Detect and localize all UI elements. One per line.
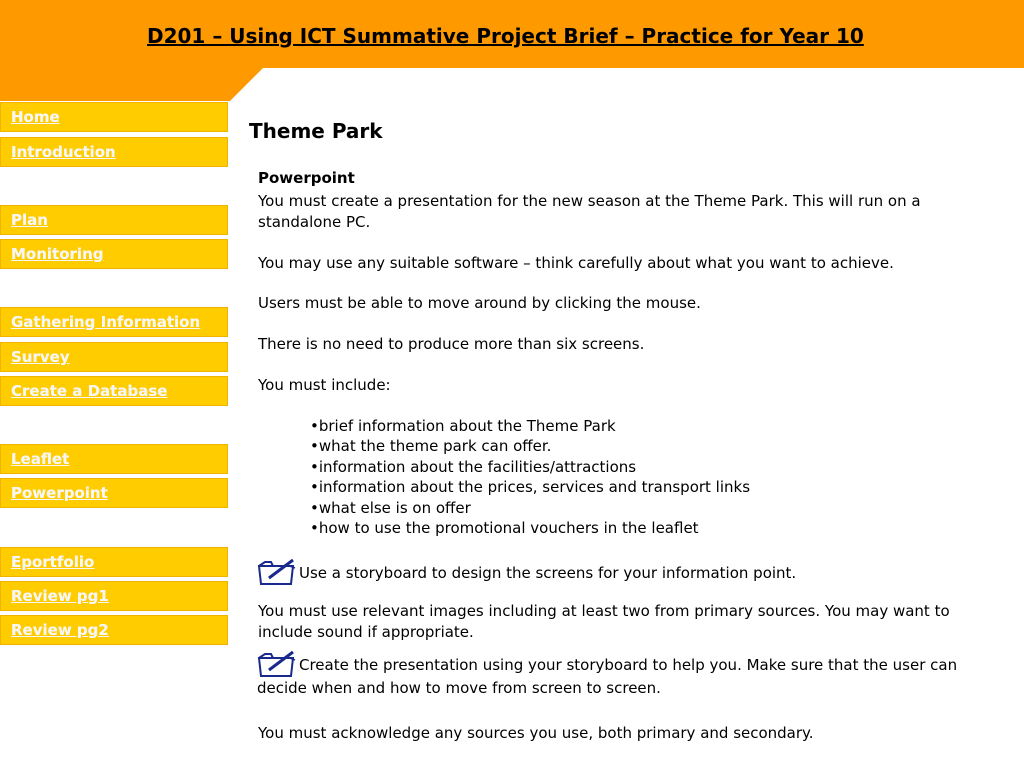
nav-link-review-pg1[interactable]: Review pg1 [0, 581, 228, 611]
task-create-presentation [257, 648, 969, 699]
list-item: •how to use the promotional vouchers in the leaflet [310, 519, 699, 538]
task-storyboard-text: Use a storyboard to design the screens for your information point. [299, 564, 797, 582]
requirements-list [310, 416, 750, 538]
paragraph-screens: There is no need to produce more than six screens. [258, 335, 645, 353]
nav-link-review-pg2[interactable]: Review pg2 [0, 615, 228, 645]
folder-pencil-icon [257, 648, 297, 678]
nav-link-introduction[interactable]: Introduction [0, 137, 228, 167]
paragraph-include: You must include: [258, 376, 391, 394]
paragraph-navigation: Users must be able to move around by clicking the mouse. [258, 294, 701, 312]
list-item: •what else is on offer [310, 498, 471, 517]
header-band [0, 68, 230, 101]
paragraph-sources: You must acknowledge any sources you use, both primary and secondary. [258, 724, 814, 742]
list-item: •brief information about the Theme Park [310, 417, 616, 435]
nav-link-home[interactable]: Home [0, 102, 228, 132]
nav-link-gathering-information[interactable]: Gathering Information [0, 307, 228, 337]
header-bar [0, 0, 1024, 68]
list-item: •information about the prices, services and transport links [310, 478, 751, 497]
section-subtitle: Powerpoint [258, 169, 355, 187]
nav-link-plan[interactable]: Plan [0, 205, 228, 235]
header-band-corner [230, 68, 263, 101]
nav-link-powerpoint[interactable]: Powerpoint [0, 478, 228, 508]
paragraph-software: You may use any suitable software – think carefully about what you want to achieve. [258, 254, 894, 272]
nav-link-create-database[interactable]: Create a Database [0, 376, 228, 406]
paragraph-images: You must use relevant images including at least two from primary sources. You may want to include sound if appropriate. [258, 602, 950, 641]
list-item: •what the theme park can offer. [310, 437, 552, 456]
paragraph-intro: You must create a presentation for the new season at the Theme Park. This will run on a standalone PC. [258, 192, 921, 231]
nav-link-leaflet[interactable]: Leaflet [0, 444, 228, 474]
page-title: Theme Park [249, 119, 383, 143]
nav-link-survey[interactable]: Survey [0, 342, 228, 372]
task-create-presentation-text: Create the presentation using your storyboard to help you. Make sure that the user can decide when and how to move from screen to screen. [257, 656, 958, 697]
folder-pencil-icon [257, 556, 297, 586]
list-item: •information about the facilities/attractions [310, 457, 637, 476]
page-header-title: D201 – Using ICT Summative Project Brief – Practice for Year 10 [147, 24, 864, 48]
task-storyboard [257, 556, 977, 586]
nav-link-eportfolio[interactable]: Eportfolio [0, 547, 228, 577]
nav-link-monitoring[interactable]: Monitoring [0, 239, 228, 269]
